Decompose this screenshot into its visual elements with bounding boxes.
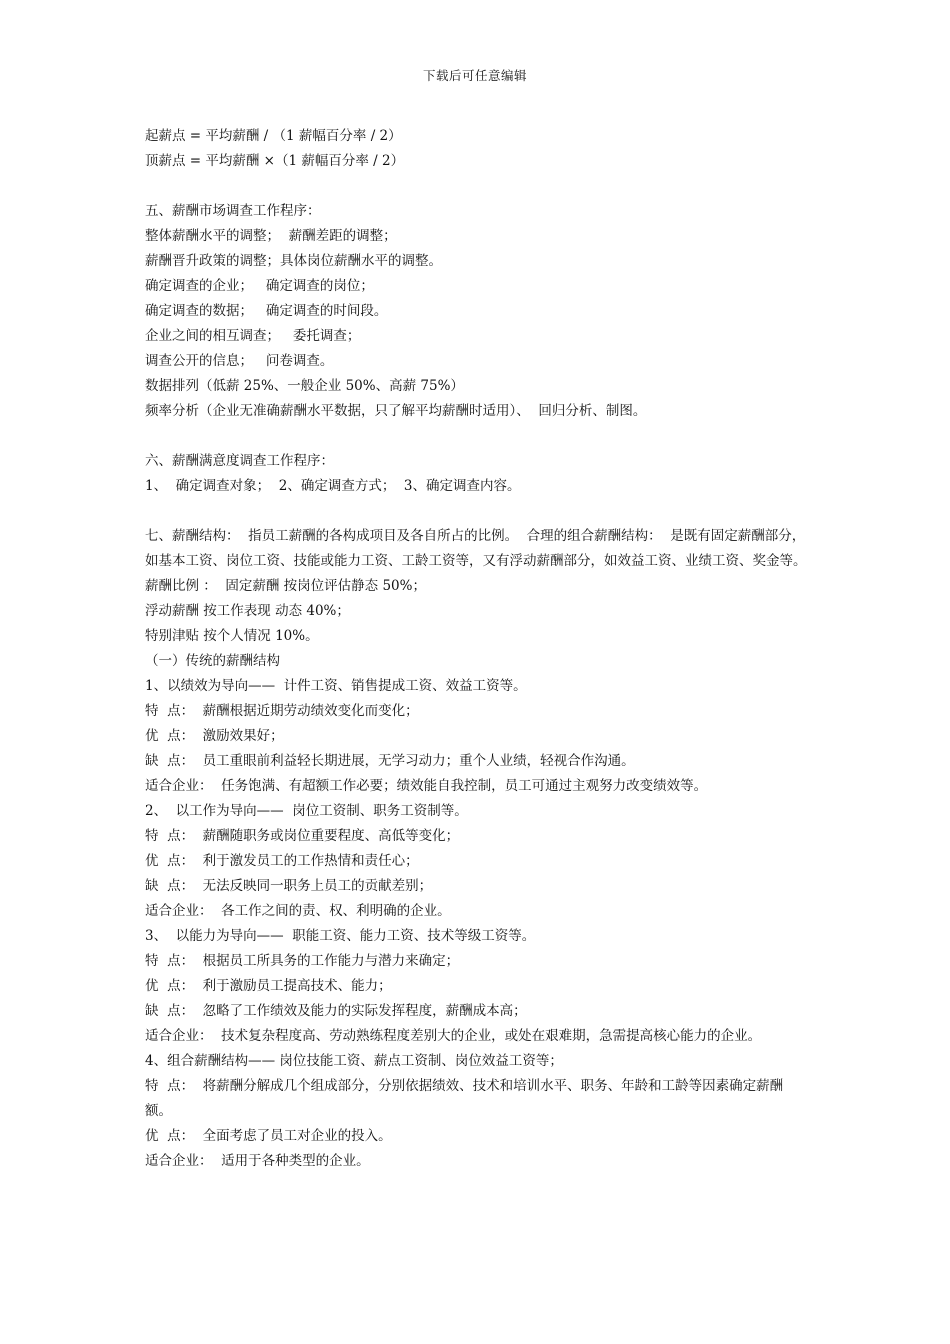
structure-2-con: 缺 点： 无法反映同一职务上员工的贡献差别； (145, 878, 433, 894)
structure-4-feature: 特 点： 将薪酬分解成几个组成部分，分别依据绩效、技术和培训水平、职务、年龄和工龄等因素确定薪酬额。 (145, 1078, 784, 1119)
structure-4-pro: 优 点： 全面考虑了员工对企业的投入。 (145, 1128, 392, 1144)
structure-3-fit: 适合企业： 技术复杂程度高、劳动熟练程度差别大的企业，或处在艰难期，急需提高核心能力的企业。 (145, 1028, 762, 1044)
formula-top-salary: 顶薪点 = 平均薪酬 ×（1 薪幅百分率 / 2） (145, 153, 405, 169)
section-5-line: 确定调查的数据； 确定调查的时间段。 (145, 303, 388, 319)
section-5-line: 薪酬晋升政策的调整；具体岗位薪酬水平的调整。 (145, 253, 442, 269)
subsection-title: （一）传统的薪酬结构 (145, 653, 280, 669)
structure-4-title: 4、组合薪酬结构—— 岗位技能工资、薪点工资制、岗位效益工资等； (145, 1053, 563, 1069)
structure-2-title: 2、 以工作为导向—— 岗位工资制、职务工资制等。 (145, 803, 468, 819)
structure-2-pro: 优 点： 利于激发员工的工作热情和责任心； (145, 853, 419, 869)
section-5-line: 确定调查的企业； 确定调查的岗位； (145, 278, 374, 294)
section-7-paragraph: 七、薪酬结构： 指员工薪酬的各构成项目及各自所占的比例。 合理的组合薪酬结构： 是既有固定薪酬部分，如基本工资、岗位工资、技能或能力工资、工龄工资等，又有浮动薪酬部分，如效益工资、业绩工资、奖金等。 (145, 528, 807, 569)
section-5-line: 数据排列（低薪 25%、一般企业 50%、高薪 75%） (145, 378, 464, 394)
structure-1-feature: 特 点： 薪酬根据近期劳动绩效变化而变化； (145, 703, 419, 719)
structure-3-pro: 优 点： 利于激励员工提高技术、能力； (145, 978, 392, 994)
spacer (145, 424, 810, 449)
salary-ratio-line: 特别津贴 按个人情况 10%。 (145, 628, 319, 644)
structure-1-title: 1、以绩效为导向—— 计件工资、销售提成工资、效益工资等。 (145, 678, 527, 694)
section-5-line: 频率分析（企业无准确薪酬水平数据，只了解平均薪酬时适用）、 回归分析、制图。 (145, 403, 647, 419)
structure-4-fit: 适合企业： 适用于各种类型的企业。 (145, 1153, 370, 1169)
spacer (145, 174, 810, 199)
salary-ratio-line: 薪酬比例 ： 固定薪酬 按岗位评估静态 50%； (145, 578, 426, 594)
section-5-line: 整体薪酬水平的调整； 薪酬差距的调整； (145, 228, 397, 244)
formula-start-salary: 起薪点 = 平均薪酬 / （1 薪幅百分率 / 2） (145, 128, 402, 144)
structure-2-fit: 适合企业： 各工作之间的责、权、利明确的企业。 (145, 903, 451, 919)
section-5-line: 企业之间的相互调查； 委托调查； (145, 328, 361, 344)
structure-3-title: 3、 以能力为导向—— 职能工资、能力工资、技术等级工资等。 (145, 928, 536, 944)
structure-2-feature: 特 点： 薪酬随职务或岗位重要程度、高低等变化； (145, 828, 460, 844)
structure-1-pro: 优 点： 激励效果好； (145, 728, 284, 744)
section-5-line: 调查公开的信息； 问卷调查。 (145, 353, 334, 369)
section-6-title: 六、薪酬满意度调查工作程序： (145, 453, 334, 469)
document-body (145, 124, 810, 1174)
section-5-title: 五、薪酬市场调查工作程序： (145, 203, 321, 219)
structure-3-con: 缺 点： 忽略了工作绩效及能力的实际发挥程度，薪酬成本高； (145, 1003, 527, 1019)
header-note: 下载后可任意编辑 (422, 68, 527, 83)
structure-1-fit: 适合企业： 任务饱满、有超额工作必要；绩效能自我控制，员工可通过主观努力改变绩效等。 (145, 778, 708, 794)
section-6-line: 1、 确定调查对象； 2、确定调查方式； 3、确定调查内容。 (145, 478, 521, 494)
spacer (145, 499, 810, 524)
structure-3-feature: 特 点： 根据员工所具务的工作能力与潜力来确定； (145, 953, 460, 969)
salary-ratio-line: 浮动薪酬 按工作表现 动态 40%； (145, 603, 350, 619)
structure-1-con: 缺 点： 员工重眼前利益轻长期进展，无学习动力；重个人业绩，轻视合作沟通。 (145, 753, 635, 769)
